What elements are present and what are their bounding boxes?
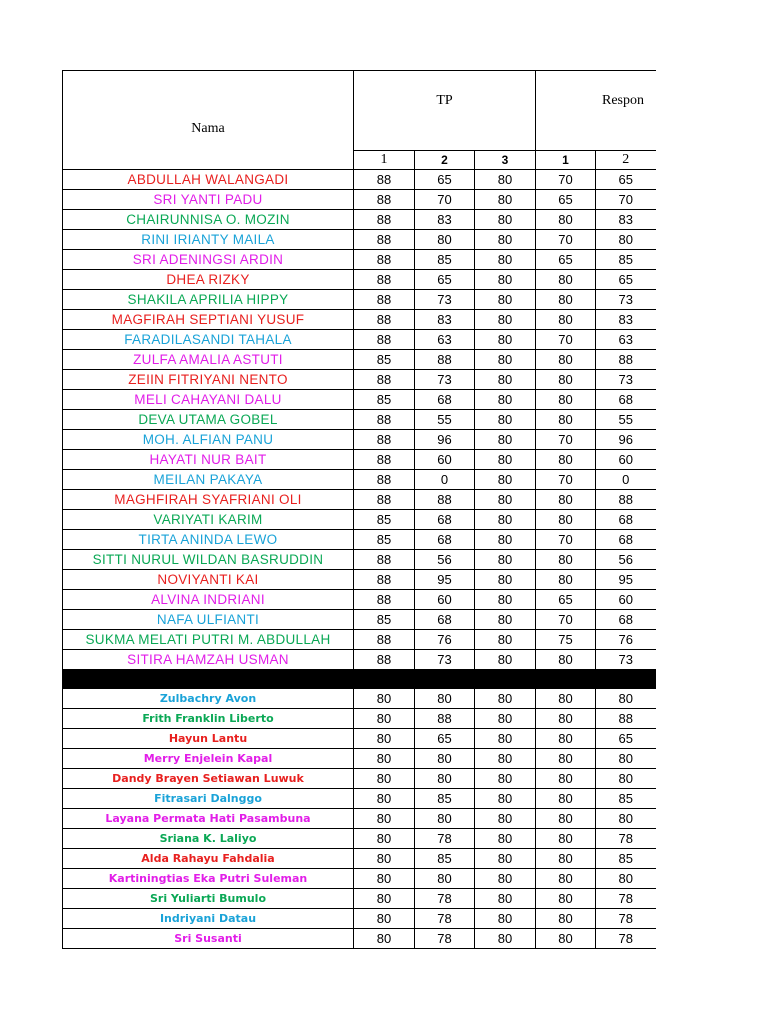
student-name: ABDULLAH WALANGADI [63,170,354,190]
table-row [63,729,656,749]
score-cell: 76 [415,630,475,650]
score-cell: 65 [415,270,475,290]
table-row [63,370,656,390]
student-name: Merry Enjelein Kapal [63,749,354,769]
score-cell: 80 [536,270,596,290]
table-row [63,709,656,729]
score-cell: 70 [536,530,596,550]
score-cell: 78 [596,909,656,929]
score-cell: 80 [475,250,536,270]
table-row [63,430,656,450]
score-cell: 80 [536,510,596,530]
score-cell: 95 [596,570,656,590]
tp-header: TP [354,71,536,151]
score-cell: 80 [536,290,596,310]
score-cell: 70 [596,190,656,210]
score-cell: 80 [596,689,656,709]
student-name: SRI ADENINGSI ARDIN [63,250,354,270]
score-cell: 88 [354,190,415,210]
score-cell: 80 [536,829,596,849]
score-cell: 80 [415,749,475,769]
respon-sub-1: 1 [536,151,596,170]
score-cell: 68 [596,510,656,530]
student-name: SITTI NURUL WILDAN BASRUDDIN [63,550,354,570]
score-cell: 65 [415,170,475,190]
score-cell: 68 [415,510,475,530]
student-name: SUKMA MELATI PUTRI M. ABDULLAH [63,630,354,650]
score-cell: 80 [475,190,536,210]
score-cell: 80 [536,849,596,869]
score-cell: 80 [596,769,656,789]
score-cell: 85 [354,530,415,550]
table-row [63,749,656,769]
score-cell: 0 [415,470,475,490]
score-cell: 88 [354,370,415,390]
score-cell: 70 [536,330,596,350]
score-cell: 63 [415,330,475,350]
student-name: Hayun Lantu [63,729,354,749]
score-cell: 85 [415,789,475,809]
score-cell: 78 [415,929,475,949]
score-cell: 80 [536,570,596,590]
student-name: Dandy Brayen Setiawan Luwuk [63,769,354,789]
student-name: MOH. ALFIAN PANU [63,430,354,450]
student-name: MAGFIRAH SEPTIANI YUSUF [63,310,354,330]
score-cell: 60 [415,590,475,610]
table-row [63,769,656,789]
student-name: DEVA UTAMA GOBEL [63,410,354,430]
student-name: DHEA RIZKY [63,270,354,290]
student-name: CHAIRUNNISA O. MOZIN [63,210,354,230]
score-cell: 88 [354,410,415,430]
score-cell: 80 [536,210,596,230]
score-cell: 80 [475,450,536,470]
table-row [63,809,656,829]
score-cell: 80 [354,689,415,709]
student-name: ALVINA INDRIANI [63,590,354,610]
score-cell: 96 [415,430,475,450]
score-cell: 78 [415,909,475,929]
student-name: VARIYATI KARIM [63,510,354,530]
score-cell: 80 [475,170,536,190]
score-cell: 88 [415,709,475,729]
score-cell: 80 [475,610,536,630]
table-row [63,310,656,330]
score-cell: 80 [536,390,596,410]
table-row [63,330,656,350]
score-cell: 70 [536,610,596,630]
score-cell: 78 [596,929,656,949]
score-cell: 56 [596,550,656,570]
score-cell: 80 [536,550,596,570]
student-name: TIRTA ANINDA LEWO [63,530,354,550]
score-cell: 65 [596,729,656,749]
score-cell: 65 [536,590,596,610]
student-name: FARADILASANDI TAHALA [63,330,354,350]
score-cell: 80 [354,889,415,909]
score-cell: 88 [596,350,656,370]
score-cell: 83 [596,310,656,330]
score-cell: 68 [596,530,656,550]
score-cell: 88 [596,709,656,729]
score-cell: 70 [536,430,596,450]
table-row [63,570,656,590]
score-cell: 75 [536,630,596,650]
score-cell: 80 [475,390,536,410]
score-cell: 88 [354,570,415,590]
score-cell: 80 [475,590,536,610]
score-cell: 55 [596,410,656,430]
score-cell: 83 [415,310,475,330]
table-row [63,170,656,190]
student-name: Layana Permata Hati Pasambuna [63,809,354,829]
score-cell: 60 [596,450,656,470]
score-cell: 63 [596,330,656,350]
score-cell: 83 [596,210,656,230]
score-cell: 80 [536,450,596,470]
table-row [63,650,656,670]
score-cell: 70 [415,190,475,210]
score-cell: 80 [475,809,536,829]
score-cell: 85 [354,610,415,630]
student-name: ZULFA AMALIA ASTUTI [63,350,354,370]
score-cell: 80 [475,210,536,230]
score-cell: 80 [415,869,475,889]
score-cell: 88 [354,290,415,310]
score-cell: 80 [475,789,536,809]
score-cell: 80 [475,650,536,670]
student-name: Sri Susanti [63,929,354,949]
table-row [63,909,656,929]
student-name: Kartiningtias Eka Putri Suleman [63,869,354,889]
student-score-table [62,70,656,949]
student-name: MEILAN PAKAYA [63,470,354,490]
score-cell: 80 [536,869,596,889]
student-name: Indriyani Datau [63,909,354,929]
tp-sub-1: 1 [354,151,415,170]
score-cell: 80 [536,410,596,430]
score-cell: 88 [354,630,415,650]
student-name: RINI IRIANTY MAILA [63,230,354,250]
score-cell: 85 [354,390,415,410]
score-cell: 70 [536,170,596,190]
score-cell: 73 [596,290,656,310]
score-cell: 80 [475,889,536,909]
score-cell: 88 [354,250,415,270]
score-cell: 65 [596,170,656,190]
score-cell: 80 [536,809,596,829]
score-cell: 80 [536,689,596,709]
table-row [63,610,656,630]
table-row [63,270,656,290]
student-name: NOVIYANTI KAI [63,570,354,590]
score-cell: 88 [415,350,475,370]
score-cell: 70 [536,230,596,250]
score-cell: 88 [354,430,415,450]
score-cell: 80 [354,849,415,869]
score-cell: 85 [596,250,656,270]
score-cell: 68 [415,530,475,550]
score-cell: 88 [354,170,415,190]
score-cell: 80 [475,510,536,530]
score-cell: 68 [415,390,475,410]
score-cell: 85 [354,510,415,530]
score-cell: 80 [354,709,415,729]
score-cell: 88 [354,490,415,510]
score-cell: 80 [354,829,415,849]
table-row [63,250,656,270]
score-cell: 76 [596,630,656,650]
score-cell: 85 [354,350,415,370]
table-row [63,490,656,510]
table-row [63,550,656,570]
score-cell: 80 [536,650,596,670]
student-name: MAGHFIRAH SYAFRIANI OLI [63,490,354,510]
score-cell: 80 [354,789,415,809]
score-cell: 65 [596,270,656,290]
student-name: Alda Rahayu Fahdalia [63,849,354,869]
score-cell: 80 [536,490,596,510]
student-name: SHAKILA APRILIA HIPPY [63,290,354,310]
student-name: Sriana K. Laliyo [63,829,354,849]
table-row [63,450,656,470]
student-name: Zulbachry Avon [63,689,354,709]
score-cell: 80 [475,290,536,310]
student-name: SRI YANTI PADU [63,190,354,210]
score-cell: 80 [475,330,536,350]
score-cell: 73 [596,370,656,390]
score-cell: 83 [415,210,475,230]
score-cell: 78 [596,829,656,849]
score-cell: 65 [536,190,596,210]
score-cell: 88 [596,490,656,510]
score-cell: 80 [536,749,596,769]
score-cell: 80 [536,789,596,809]
score-cell: 85 [415,849,475,869]
student-name: Fitrasari Dalnggo [63,789,354,809]
tp-sub-2: 2 [415,151,475,170]
student-name: Frith Franklin Liberto [63,709,354,729]
score-cell: 80 [536,929,596,949]
score-cell: 80 [536,769,596,789]
score-cell: 88 [415,490,475,510]
score-cell: 88 [354,650,415,670]
score-cell: 80 [354,749,415,769]
score-cell: 80 [354,809,415,829]
score-cell: 68 [415,610,475,630]
score-cell: 80 [475,769,536,789]
score-cell: 68 [596,610,656,630]
score-cell: 80 [536,709,596,729]
score-cell: 80 [475,630,536,650]
score-cell: 73 [415,370,475,390]
score-cell: 80 [475,490,536,510]
score-cell: 78 [415,889,475,909]
score-cell: 80 [475,689,536,709]
score-cell: 80 [475,709,536,729]
table-row [63,230,656,250]
score-cell: 80 [596,809,656,829]
score-cell: 80 [475,430,536,450]
score-cell: 80 [475,370,536,390]
score-cell: 88 [354,550,415,570]
score-cell: 85 [415,250,475,270]
table-row [63,530,656,550]
score-cell: 80 [475,829,536,849]
score-cell: 96 [596,430,656,450]
score-cell: 80 [354,729,415,749]
score-cell: 73 [596,650,656,670]
score-cell: 60 [596,590,656,610]
score-cell: 80 [475,909,536,929]
score-cell: 60 [415,450,475,470]
score-cell: 80 [536,889,596,909]
score-cell: 65 [415,729,475,749]
separator-row [63,670,656,689]
score-cell: 80 [415,689,475,709]
score-cell: 80 [475,350,536,370]
score-cell: 56 [415,550,475,570]
score-cell: 80 [415,809,475,829]
table-row [63,210,656,230]
score-cell: 80 [596,869,656,889]
respon-header: Respon [536,71,656,151]
score-cell: 88 [354,270,415,290]
score-cell: 80 [354,769,415,789]
nama-header: Nama [63,71,354,170]
score-cell: 80 [475,869,536,889]
score-cell: 88 [354,230,415,250]
score-cell: 80 [475,570,536,590]
student-name: Sri Yuliarti Bumulo [63,889,354,909]
score-cell: 80 [475,410,536,430]
student-name: NAFA ULFIANTI [63,610,354,630]
header-row [63,71,656,151]
score-cell: 80 [475,729,536,749]
score-cell: 80 [536,370,596,390]
score-cell: 88 [354,470,415,490]
table-row [63,510,656,530]
score-cell: 0 [596,470,656,490]
table-row [63,190,656,210]
score-cell: 70 [536,470,596,490]
score-cell: 80 [475,470,536,490]
table-row [63,929,656,949]
score-cell: 80 [475,849,536,869]
student-name: ZEIIN FITRIYANI NENTO [63,370,354,390]
score-cell: 80 [475,550,536,570]
table-row [63,410,656,430]
score-cell: 80 [354,909,415,929]
table-row [63,869,656,889]
score-cell: 80 [475,270,536,290]
score-cell: 88 [354,310,415,330]
score-cell: 80 [596,230,656,250]
score-cell: 80 [475,310,536,330]
table-row [63,689,656,709]
score-cell: 73 [415,290,475,310]
table-row [63,829,656,849]
score-cell: 78 [596,889,656,909]
score-cell: 80 [536,350,596,370]
student-name: SITIRA HAMZAH USMAN [63,650,354,670]
score-cell: 95 [415,570,475,590]
student-name: MELI CAHAYANI DALU [63,390,354,410]
score-cell: 80 [415,769,475,789]
table-row [63,470,656,490]
score-cell: 68 [596,390,656,410]
score-cell: 73 [415,650,475,670]
table-row [63,789,656,809]
score-cell: 88 [354,210,415,230]
tp-sub-3: 3 [475,151,536,170]
table-row [63,849,656,869]
score-cell: 80 [536,729,596,749]
table-row [63,590,656,610]
respon-sub-2: 2 [596,151,656,170]
score-cell: 85 [596,789,656,809]
score-cell: 80 [354,929,415,949]
score-cell: 55 [415,410,475,430]
score-cell: 80 [475,929,536,949]
score-cell: 80 [354,869,415,889]
score-cell: 80 [475,230,536,250]
score-cell: 85 [596,849,656,869]
score-cell: 88 [354,330,415,350]
table-row [63,290,656,310]
table-row [63,390,656,410]
table-row [63,889,656,909]
student-name: HAYATI NUR BAIT [63,450,354,470]
table-row [63,630,656,650]
score-cell: 80 [415,230,475,250]
score-cell: 80 [596,749,656,769]
score-cell: 80 [475,530,536,550]
table-row [63,350,656,370]
score-cell: 78 [415,829,475,849]
score-cell: 65 [536,250,596,270]
score-cell: 80 [475,749,536,769]
score-cell: 80 [536,310,596,330]
separator-bar [63,670,656,689]
score-cell: 88 [354,450,415,470]
score-cell: 80 [536,909,596,929]
score-cell: 88 [354,590,415,610]
